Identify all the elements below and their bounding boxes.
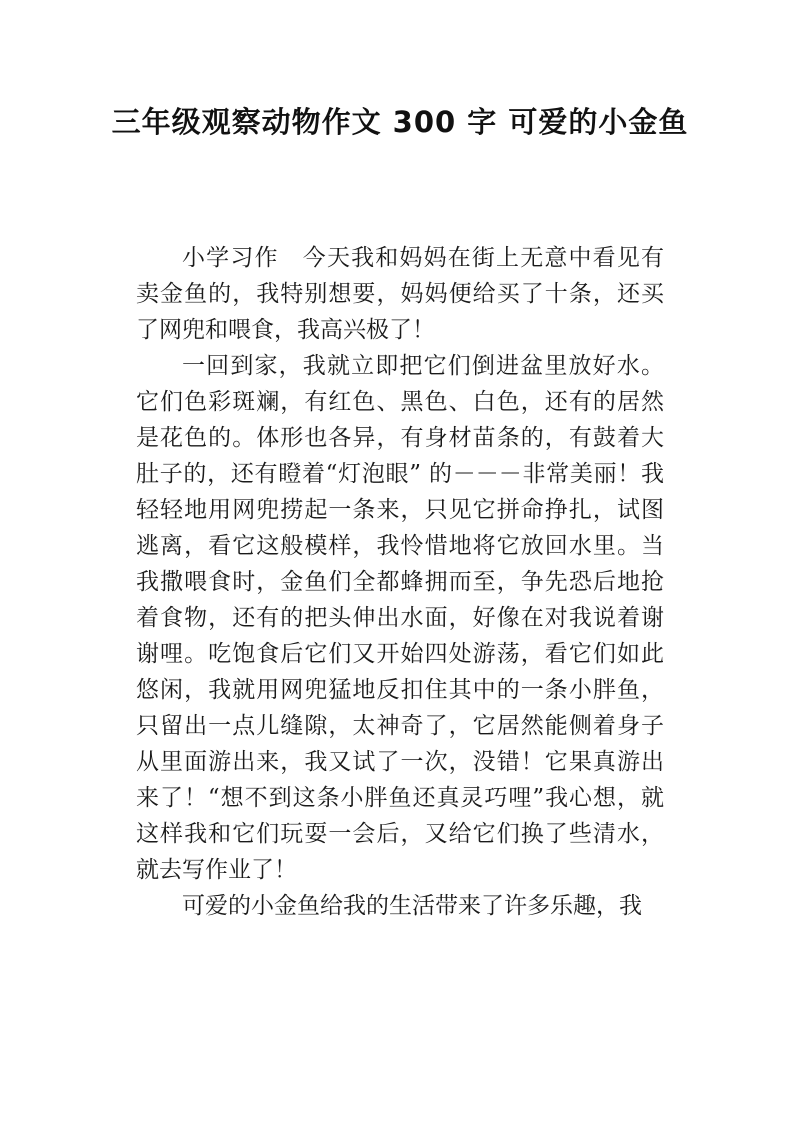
paragraph-2: 一回到家，我就立即把它们倒进盆里放好水。它们色彩斑斓，有红色、黑色、白色，还有的居然是花色的。体形也各异，有身材苗条的，有鼓着大肚子的，还有瞪着“灯泡眼” 的－－－非常美丽！我轻轻地用网兜捞起一条来，只见它拼命挣扎，试图逃离，看它这般模样，我怜惜地将它放回水里。当我撒喂食时，金鱼们全都蜂拥而至，争先恐后地抢着食物，还有的把头伸出水面，好像在对我说着谢谢哩。吃饱食后它们又开始四处游荡，看它们如此悠闲，我就用网兜猛地反扣住其中的一条小胖鱼，只留出一点儿缝隙，太神奇了，它居然能侧着身子从里面游出来，我又试了一次，没错！它果真游出来了！“想不到这条小胖鱼还真灵巧哩”我心想，就这样我和它们玩耍一会后，又给它们换了些清水，就去写作业了！ bbox=[136, 353, 664, 883]
page-title: 三年级观察动物作文 300 字 可爱的小金鱼 bbox=[111, 105, 689, 139]
essay-body bbox=[136, 240, 664, 924]
paragraph-1: 小学习作 今天我和妈妈在街上无意中看见有卖金鱼的，我特别想要，妈妈便给买了十条，还买了网兜和喂食，我高兴极了！ bbox=[136, 245, 664, 343]
paragraph-3: 可爱的小金鱼给我的生活带来了许多乐趣，我 bbox=[182, 893, 642, 919]
